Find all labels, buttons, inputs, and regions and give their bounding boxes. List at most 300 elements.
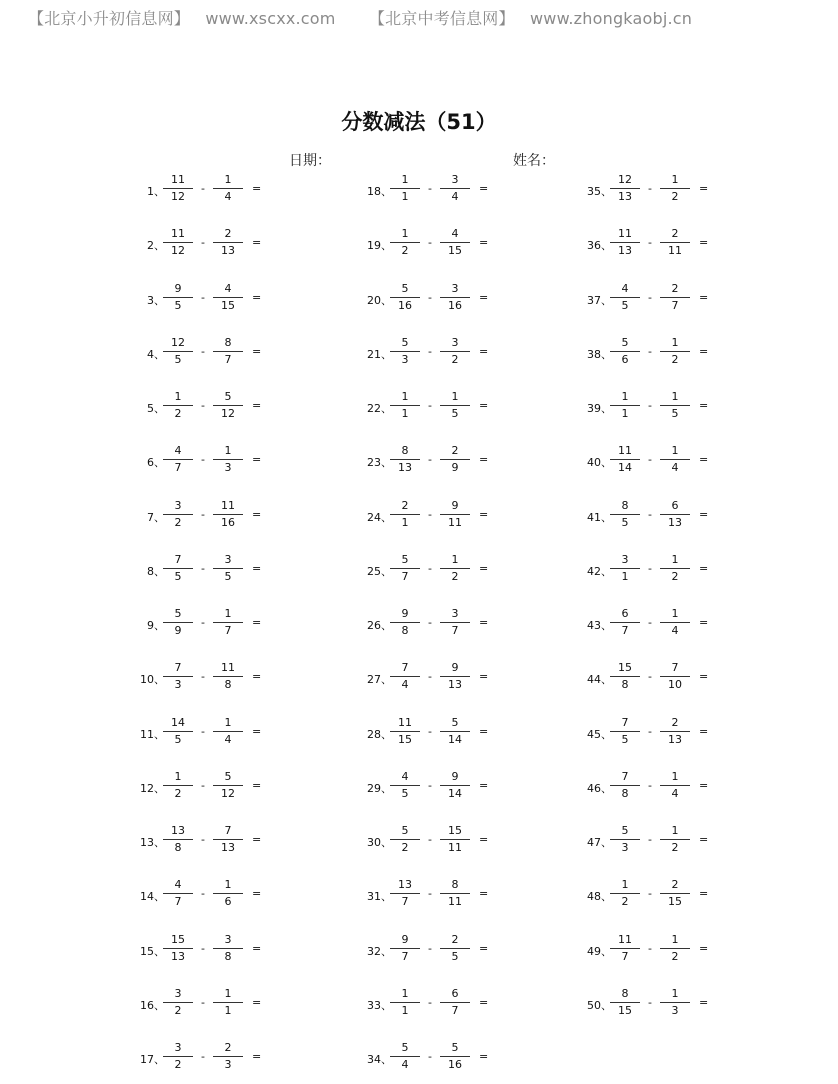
minus-sign: - bbox=[201, 399, 205, 412]
denominator: 8 bbox=[621, 786, 629, 800]
fraction-subtrahend bbox=[660, 390, 690, 421]
numerator: 8 bbox=[621, 986, 629, 1000]
equals-sign: = bbox=[479, 1050, 489, 1063]
denominator: 5 bbox=[174, 352, 182, 366]
numerator: 1 bbox=[671, 986, 679, 1000]
problem-item bbox=[582, 553, 782, 585]
minus-sign: - bbox=[201, 1050, 205, 1063]
denominator: 6 bbox=[224, 895, 232, 909]
denominator: 4 bbox=[401, 1058, 409, 1071]
numerator: 7 bbox=[621, 769, 629, 783]
problem-number: 34、 bbox=[367, 1053, 392, 1066]
minus-sign: - bbox=[648, 453, 652, 467]
problem-item bbox=[362, 770, 562, 802]
fraction-subtrahend bbox=[213, 770, 243, 801]
denominator: 2 bbox=[671, 949, 679, 963]
fraction-subtrahend bbox=[440, 336, 470, 367]
fraction-subtrahend bbox=[213, 173, 243, 204]
numerator: 1 bbox=[174, 769, 182, 783]
site2-url[interactable]: www.zhongkaobj.cn bbox=[530, 9, 693, 28]
denominator: 13 bbox=[618, 190, 632, 203]
fraction-minuend bbox=[610, 444, 640, 475]
fraction-subtrahend bbox=[660, 770, 690, 801]
problem-item bbox=[135, 878, 335, 910]
fraction-subtrahend bbox=[213, 1041, 243, 1072]
denominator: 4 bbox=[224, 190, 232, 203]
minus-sign: - bbox=[648, 399, 652, 412]
denominator: 7 bbox=[621, 949, 629, 963]
denominator: 1 bbox=[621, 569, 629, 583]
problem-number: 4、 bbox=[147, 347, 165, 361]
problem-item bbox=[582, 933, 782, 965]
problem-item bbox=[582, 336, 782, 368]
equals-sign: = bbox=[252, 236, 262, 250]
problem-item bbox=[135, 499, 335, 531]
numerator: 4 bbox=[174, 878, 182, 892]
denominator: 1 bbox=[401, 190, 409, 203]
problem-item bbox=[582, 390, 782, 422]
problem-item bbox=[582, 987, 782, 1019]
problem-number: 22、 bbox=[367, 402, 392, 415]
problem-item bbox=[135, 444, 335, 476]
minus-sign: - bbox=[201, 290, 205, 304]
equals-sign: = bbox=[252, 507, 262, 521]
problem-number: 1、 bbox=[147, 185, 165, 198]
minus-sign: - bbox=[428, 670, 432, 684]
numerator: 11 bbox=[618, 932, 632, 946]
problem-number: 9、 bbox=[147, 619, 165, 632]
problem-number: 43、 bbox=[587, 619, 612, 632]
numerator: 5 bbox=[621, 335, 629, 349]
numerator: 1 bbox=[174, 390, 182, 403]
problem-number: 28、 bbox=[367, 727, 392, 741]
denominator: 8 bbox=[401, 624, 409, 637]
minus-sign: - bbox=[648, 182, 652, 195]
denominator: 2 bbox=[401, 841, 409, 854]
equals-sign: = bbox=[699, 995, 709, 1009]
fraction-minuend bbox=[163, 390, 193, 421]
numerator: 3 bbox=[451, 173, 459, 186]
equals-sign: = bbox=[252, 290, 262, 304]
denominator: 3 bbox=[671, 1003, 679, 1017]
numerator: 1 bbox=[671, 335, 679, 349]
denominator: 4 bbox=[401, 678, 409, 692]
minus-sign: - bbox=[648, 616, 652, 629]
numerator: 5 bbox=[451, 715, 459, 729]
equals-sign: = bbox=[699, 724, 709, 738]
problem-item bbox=[582, 499, 782, 531]
fraction-minuend bbox=[390, 390, 420, 421]
numerator: 5 bbox=[451, 1041, 459, 1054]
denominator: 1 bbox=[621, 407, 629, 420]
fraction-subtrahend bbox=[440, 227, 470, 258]
equals-sign: = bbox=[252, 833, 262, 846]
problem-number: 8、 bbox=[147, 564, 165, 578]
fraction-minuend bbox=[390, 824, 420, 855]
problem-item bbox=[135, 173, 335, 205]
numerator: 3 bbox=[224, 552, 232, 566]
minus-sign: - bbox=[648, 670, 652, 684]
problem-item bbox=[135, 282, 335, 314]
fraction-minuend bbox=[163, 933, 193, 964]
fraction-minuend bbox=[610, 282, 640, 313]
fraction-subtrahend bbox=[213, 282, 243, 313]
numerator: 5 bbox=[401, 335, 409, 349]
problem-number: 5、 bbox=[147, 402, 165, 415]
numerator: 3 bbox=[224, 932, 232, 946]
equals-sign: = bbox=[699, 941, 709, 955]
fraction-subtrahend bbox=[440, 607, 470, 638]
minus-sign: - bbox=[201, 616, 205, 629]
equals-sign: = bbox=[479, 507, 489, 521]
fraction-subtrahend bbox=[660, 336, 690, 367]
fraction-subtrahend bbox=[440, 770, 470, 801]
fraction-subtrahend bbox=[660, 282, 690, 313]
problem-item bbox=[135, 553, 335, 585]
problem-number: 26、 bbox=[367, 619, 392, 632]
problem-item bbox=[135, 227, 335, 259]
equals-sign: = bbox=[252, 1050, 262, 1063]
equals-sign: = bbox=[479, 778, 489, 792]
fraction-minuend bbox=[163, 878, 193, 909]
denominator: 2 bbox=[174, 1003, 182, 1017]
minus-sign: - bbox=[648, 507, 652, 521]
problem-number: 50、 bbox=[587, 998, 612, 1012]
numerator: 11 bbox=[221, 498, 235, 512]
fraction-subtrahend bbox=[440, 987, 470, 1018]
equals-sign: = bbox=[252, 344, 262, 358]
equals-sign: = bbox=[699, 453, 709, 467]
numerator: 2 bbox=[401, 498, 409, 512]
numerator: 5 bbox=[401, 281, 409, 295]
problem-item bbox=[362, 987, 562, 1019]
fraction-minuend bbox=[390, 282, 420, 313]
equals-sign: = bbox=[252, 670, 262, 684]
numerator: 3 bbox=[174, 1041, 182, 1054]
numerator: 12 bbox=[618, 173, 632, 186]
denominator: 4 bbox=[671, 461, 679, 475]
numerator: 2 bbox=[671, 227, 679, 241]
fraction-subtrahend bbox=[213, 987, 243, 1018]
denominator: 8 bbox=[224, 678, 232, 692]
fraction-subtrahend bbox=[213, 336, 243, 367]
minus-sign: - bbox=[428, 399, 432, 412]
equals-sign: = bbox=[479, 995, 489, 1009]
minus-sign: - bbox=[201, 236, 205, 250]
problem-item bbox=[362, 390, 562, 422]
denominator: 1 bbox=[224, 1003, 232, 1017]
minus-sign: - bbox=[201, 778, 205, 792]
problem-item bbox=[582, 444, 782, 476]
fraction-subtrahend bbox=[440, 499, 470, 530]
problem-number: 2、 bbox=[147, 239, 165, 253]
denominator: 5 bbox=[224, 569, 232, 583]
problem-item bbox=[362, 227, 562, 259]
problem-number: 40、 bbox=[587, 456, 612, 470]
fraction-subtrahend bbox=[213, 661, 243, 692]
problem-number: 42、 bbox=[587, 564, 612, 578]
denominator: 8 bbox=[621, 678, 629, 692]
denominator: 15 bbox=[221, 298, 235, 312]
fraction-subtrahend bbox=[440, 824, 470, 855]
equals-sign: = bbox=[699, 670, 709, 684]
fraction-minuend bbox=[390, 553, 420, 584]
denominator: 3 bbox=[401, 352, 409, 366]
equals-sign: = bbox=[699, 344, 709, 358]
fraction-minuend bbox=[390, 227, 420, 258]
problem-number: 48、 bbox=[587, 890, 612, 904]
problem-item bbox=[582, 282, 782, 314]
numerator: 7 bbox=[621, 715, 629, 729]
fraction-minuend bbox=[390, 933, 420, 964]
problem-number: 39、 bbox=[587, 402, 612, 415]
numerator: 1 bbox=[671, 552, 679, 566]
equals-sign: = bbox=[252, 778, 262, 792]
fraction-minuend bbox=[610, 824, 640, 855]
problem-item bbox=[362, 933, 562, 965]
equals-sign: = bbox=[479, 941, 489, 955]
problem-item bbox=[362, 824, 562, 856]
fraction-subtrahend bbox=[440, 390, 470, 421]
denominator: 7 bbox=[671, 298, 679, 312]
minus-sign: - bbox=[428, 887, 432, 901]
numerator: 8 bbox=[621, 498, 629, 512]
equals-sign: = bbox=[479, 399, 489, 412]
equals-sign: = bbox=[252, 453, 262, 467]
fraction-minuend bbox=[163, 987, 193, 1018]
numerator: 1 bbox=[224, 173, 232, 186]
numerator: 1 bbox=[671, 173, 679, 186]
denominator: 2 bbox=[671, 569, 679, 583]
minus-sign: - bbox=[428, 344, 432, 358]
denominator: 5 bbox=[174, 569, 182, 583]
problem-number: 24、 bbox=[367, 510, 392, 524]
denominator: 3 bbox=[174, 678, 182, 692]
denominator: 2 bbox=[174, 407, 182, 420]
fraction-minuend bbox=[163, 336, 193, 367]
denominator: 5 bbox=[621, 732, 629, 746]
fraction-subtrahend bbox=[440, 282, 470, 313]
problem-number: 3、 bbox=[147, 293, 165, 307]
denominator: 6 bbox=[621, 352, 629, 366]
minus-sign: - bbox=[648, 833, 652, 846]
minus-sign: - bbox=[428, 941, 432, 955]
equals-sign: = bbox=[479, 887, 489, 901]
minus-sign: - bbox=[201, 453, 205, 467]
denominator: 13 bbox=[668, 732, 682, 746]
minus-sign: - bbox=[428, 778, 432, 792]
denominator: 12 bbox=[171, 244, 185, 258]
problem-number: 14、 bbox=[140, 890, 165, 904]
numerator: 15 bbox=[618, 661, 632, 675]
problem-item bbox=[362, 1041, 562, 1073]
problem-item bbox=[582, 770, 782, 802]
numerator: 11 bbox=[171, 173, 185, 186]
fraction-minuend bbox=[163, 770, 193, 801]
denominator: 3 bbox=[224, 461, 232, 475]
equals-sign: = bbox=[699, 778, 709, 792]
denominator: 2 bbox=[671, 352, 679, 366]
fraction-minuend bbox=[390, 770, 420, 801]
fraction-subtrahend bbox=[213, 227, 243, 258]
fraction-minuend bbox=[163, 553, 193, 584]
minus-sign: - bbox=[428, 1050, 432, 1063]
numerator: 12 bbox=[171, 335, 185, 349]
numerator: 2 bbox=[451, 932, 459, 946]
problem-item bbox=[135, 336, 335, 368]
fraction-subtrahend bbox=[440, 661, 470, 692]
minus-sign: - bbox=[428, 724, 432, 738]
problem-item bbox=[362, 282, 562, 314]
problem-item bbox=[362, 553, 562, 585]
minus-sign: - bbox=[201, 995, 205, 1009]
denominator: 2 bbox=[671, 190, 679, 203]
fraction-minuend bbox=[610, 987, 640, 1018]
minus-sign: - bbox=[201, 833, 205, 846]
numerator: 3 bbox=[451, 607, 459, 620]
denominator: 4 bbox=[671, 786, 679, 800]
problem-number: 23、 bbox=[367, 456, 392, 470]
equals-sign: = bbox=[479, 236, 489, 250]
problem-item bbox=[135, 1041, 335, 1073]
numerator: 1 bbox=[401, 986, 409, 1000]
problem-number: 27、 bbox=[367, 673, 392, 687]
numerator: 2 bbox=[224, 227, 232, 241]
denominator: 13 bbox=[221, 841, 235, 854]
numerator: 1 bbox=[401, 227, 409, 241]
problem-item bbox=[362, 499, 562, 531]
fraction-minuend bbox=[610, 173, 640, 204]
denominator: 7 bbox=[174, 461, 182, 475]
fraction-subtrahend bbox=[660, 661, 690, 692]
equals-sign: = bbox=[252, 561, 262, 575]
denominator: 15 bbox=[448, 244, 462, 258]
fraction-subtrahend bbox=[660, 878, 690, 909]
problem-number: 17、 bbox=[140, 1053, 165, 1066]
equals-sign: = bbox=[699, 561, 709, 575]
numerator: 4 bbox=[224, 281, 232, 295]
fraction-subtrahend bbox=[660, 553, 690, 584]
numerator: 5 bbox=[224, 390, 232, 403]
numerator: 8 bbox=[224, 335, 232, 349]
fraction-minuend bbox=[610, 878, 640, 909]
problem-item bbox=[362, 661, 562, 693]
denominator: 12 bbox=[171, 190, 185, 203]
fraction-subtrahend bbox=[213, 553, 243, 584]
numerator: 2 bbox=[224, 1041, 232, 1054]
fraction-subtrahend bbox=[440, 173, 470, 204]
denominator: 8 bbox=[224, 949, 232, 963]
numerator: 1 bbox=[224, 986, 232, 1000]
denominator: 2 bbox=[621, 895, 629, 909]
fraction-minuend bbox=[610, 553, 640, 584]
problem-item bbox=[582, 716, 782, 748]
denominator: 12 bbox=[221, 786, 235, 800]
numerator: 1 bbox=[401, 173, 409, 186]
numerator: 3 bbox=[451, 281, 459, 295]
fraction-subtrahend bbox=[660, 173, 690, 204]
numerator: 11 bbox=[618, 227, 632, 241]
equals-sign: = bbox=[252, 399, 262, 412]
numerator: 1 bbox=[671, 444, 679, 458]
problem-item bbox=[362, 336, 562, 368]
numerator: 4 bbox=[621, 281, 629, 295]
fraction-minuend bbox=[390, 173, 420, 204]
equals-sign: = bbox=[699, 833, 709, 846]
numerator: 15 bbox=[448, 824, 462, 837]
denominator: 7 bbox=[401, 895, 409, 909]
fraction-subtrahend bbox=[660, 444, 690, 475]
numerator: 3 bbox=[451, 335, 459, 349]
minus-sign: - bbox=[201, 887, 205, 901]
site1-name: 【北京小升初信息网】 bbox=[28, 9, 191, 28]
fraction-subtrahend bbox=[213, 444, 243, 475]
problem-number: 38、 bbox=[587, 347, 612, 361]
fraction-minuend bbox=[163, 227, 193, 258]
equals-sign: = bbox=[479, 670, 489, 684]
minus-sign: - bbox=[201, 344, 205, 358]
problem-number: 15、 bbox=[140, 944, 165, 958]
minus-sign: - bbox=[648, 778, 652, 792]
site1-url[interactable]: www.xscxx.com bbox=[205, 9, 336, 28]
problem-item bbox=[582, 824, 782, 856]
denominator: 13 bbox=[618, 244, 632, 258]
problem-item bbox=[582, 227, 782, 259]
denominator: 5 bbox=[174, 732, 182, 746]
fraction-subtrahend bbox=[660, 987, 690, 1018]
denominator: 14 bbox=[448, 786, 462, 800]
numerator: 5 bbox=[401, 824, 409, 837]
denominator: 5 bbox=[671, 407, 679, 420]
fraction-minuend bbox=[390, 878, 420, 909]
numerator: 1 bbox=[671, 824, 679, 837]
numerator: 6 bbox=[451, 986, 459, 1000]
numerator: 1 bbox=[621, 390, 629, 403]
numerator: 1 bbox=[224, 444, 232, 458]
denominator: 15 bbox=[668, 895, 682, 909]
problem-number: 37、 bbox=[587, 293, 612, 307]
numerator: 8 bbox=[451, 878, 459, 892]
numerator: 5 bbox=[174, 607, 182, 620]
minus-sign: - bbox=[428, 236, 432, 250]
denominator: 7 bbox=[224, 624, 232, 637]
numerator: 11 bbox=[221, 661, 235, 675]
numerator: 2 bbox=[671, 715, 679, 729]
fraction-subtrahend bbox=[660, 607, 690, 638]
problem-item bbox=[135, 607, 335, 639]
numerator: 7 bbox=[224, 824, 232, 837]
numerator: 9 bbox=[451, 498, 459, 512]
problem-item bbox=[362, 444, 562, 476]
denominator: 13 bbox=[221, 244, 235, 258]
denominator: 14 bbox=[618, 461, 632, 475]
problem-number: 46、 bbox=[587, 781, 612, 795]
date-label: 日期： bbox=[289, 153, 331, 169]
numerator: 1 bbox=[671, 769, 679, 783]
fraction-subtrahend bbox=[440, 553, 470, 584]
denominator: 15 bbox=[398, 732, 412, 746]
denominator: 4 bbox=[671, 624, 679, 637]
fraction-minuend bbox=[610, 390, 640, 421]
numerator: 2 bbox=[671, 878, 679, 892]
denominator: 16 bbox=[221, 515, 235, 529]
problem-item bbox=[362, 716, 562, 748]
denominator: 2 bbox=[174, 515, 182, 529]
problem-number: 11、 bbox=[140, 727, 165, 741]
numerator: 13 bbox=[171, 824, 185, 837]
fraction-minuend bbox=[390, 499, 420, 530]
minus-sign: - bbox=[648, 290, 652, 304]
